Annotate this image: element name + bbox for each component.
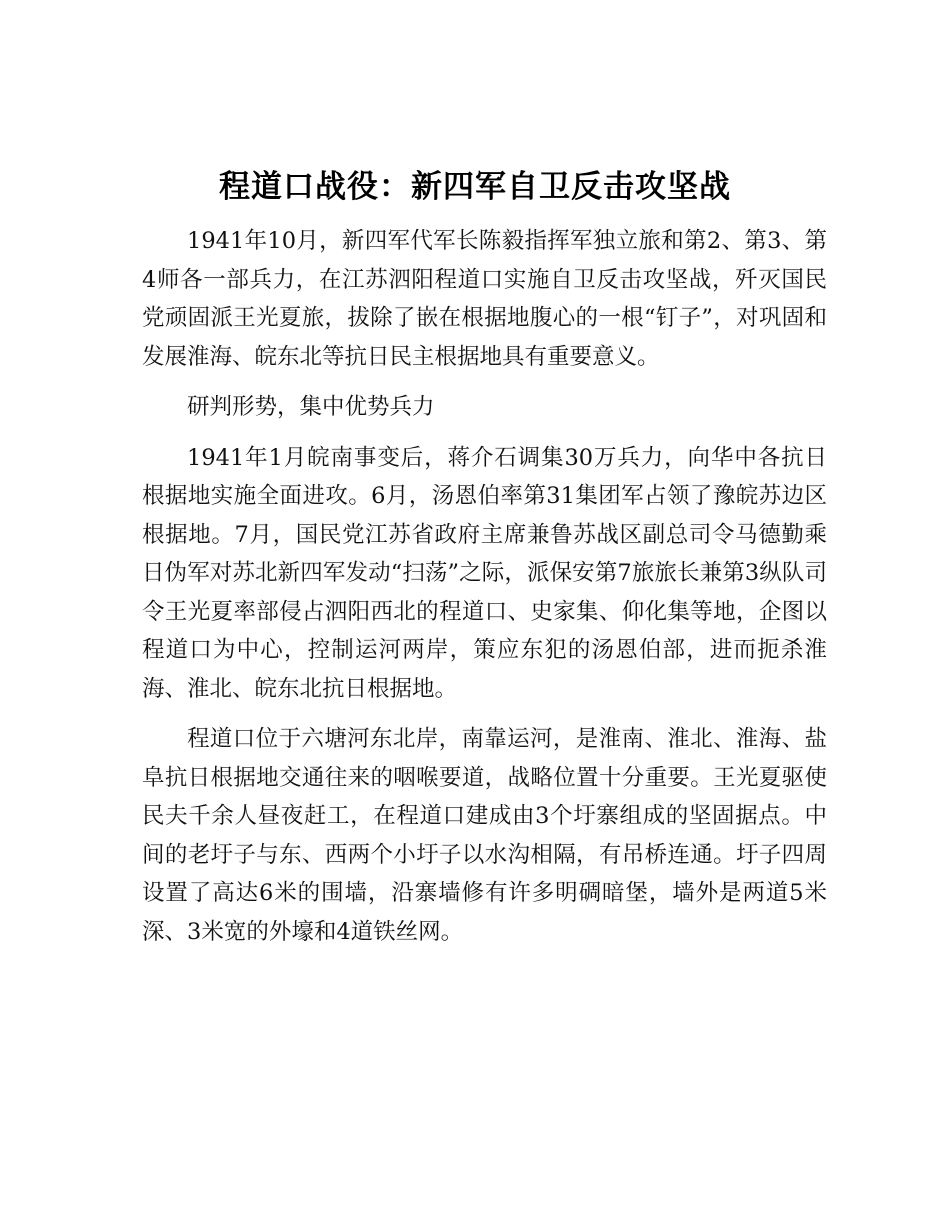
document-title: 程道口战役：新四军自卫反击攻坚战 bbox=[219, 169, 731, 205]
paragraph-background: 1941年1月皖南事变后，蒋介石调集30万兵力，向华中各抗日根据地实施全面进攻。6月，汤恩伯率第31集团军占领了豫皖苏边区根据地。7月，国民党江苏省政府主席兼鲁苏战区副总司令马德勤乘日伪军对苏北新四军发动“扫荡”之际，派保安第7旅旅长兼第3纵队司令王光夏率部侵占泗阳西北的程道口、史家集、仰化集等地，企图以程道口为中心，控制运河两岸，策应东犯的汤恩伯部，进而扼杀淮海、淮北、皖东北抗日根据地。 bbox=[142, 444, 827, 702]
document-body bbox=[142, 222, 827, 963]
paragraph-location: 程道口位于六塘河东北岸，南靠运河，是淮南、淮北、淮海、盐阜抗日根据地交通往来的咽喉要道，战略位置十分重要。王光夏驱使民夫千余人昼夜赶工，在程道口建成由3个圩寨组成的坚固据点。中间的老圩子与东、西两个小圩子以水沟相隔，有吊桥连通。圩子四周设置了高达6米的围墙，沿寨墙修有许多明碉暗堡，墙外是两道5米深、3米宽的外壕和4道铁丝网。 bbox=[142, 726, 827, 945]
section-heading: 研判形势，集中优势兵力 bbox=[187, 394, 435, 420]
paragraph-intro: 1941年10月，新四军代军长陈毅指挥军独立旅和第2、第3、第4师各一部兵力，在江苏泗阳程道口实施自卫反击攻坚战，歼灭国民党顽固派王光夏旅，拔除了嵌在根据地腹心的一根“钉子”，对巩固和发展淮海、皖东北等抗日民主根据地具有重要意义。 bbox=[142, 228, 827, 370]
